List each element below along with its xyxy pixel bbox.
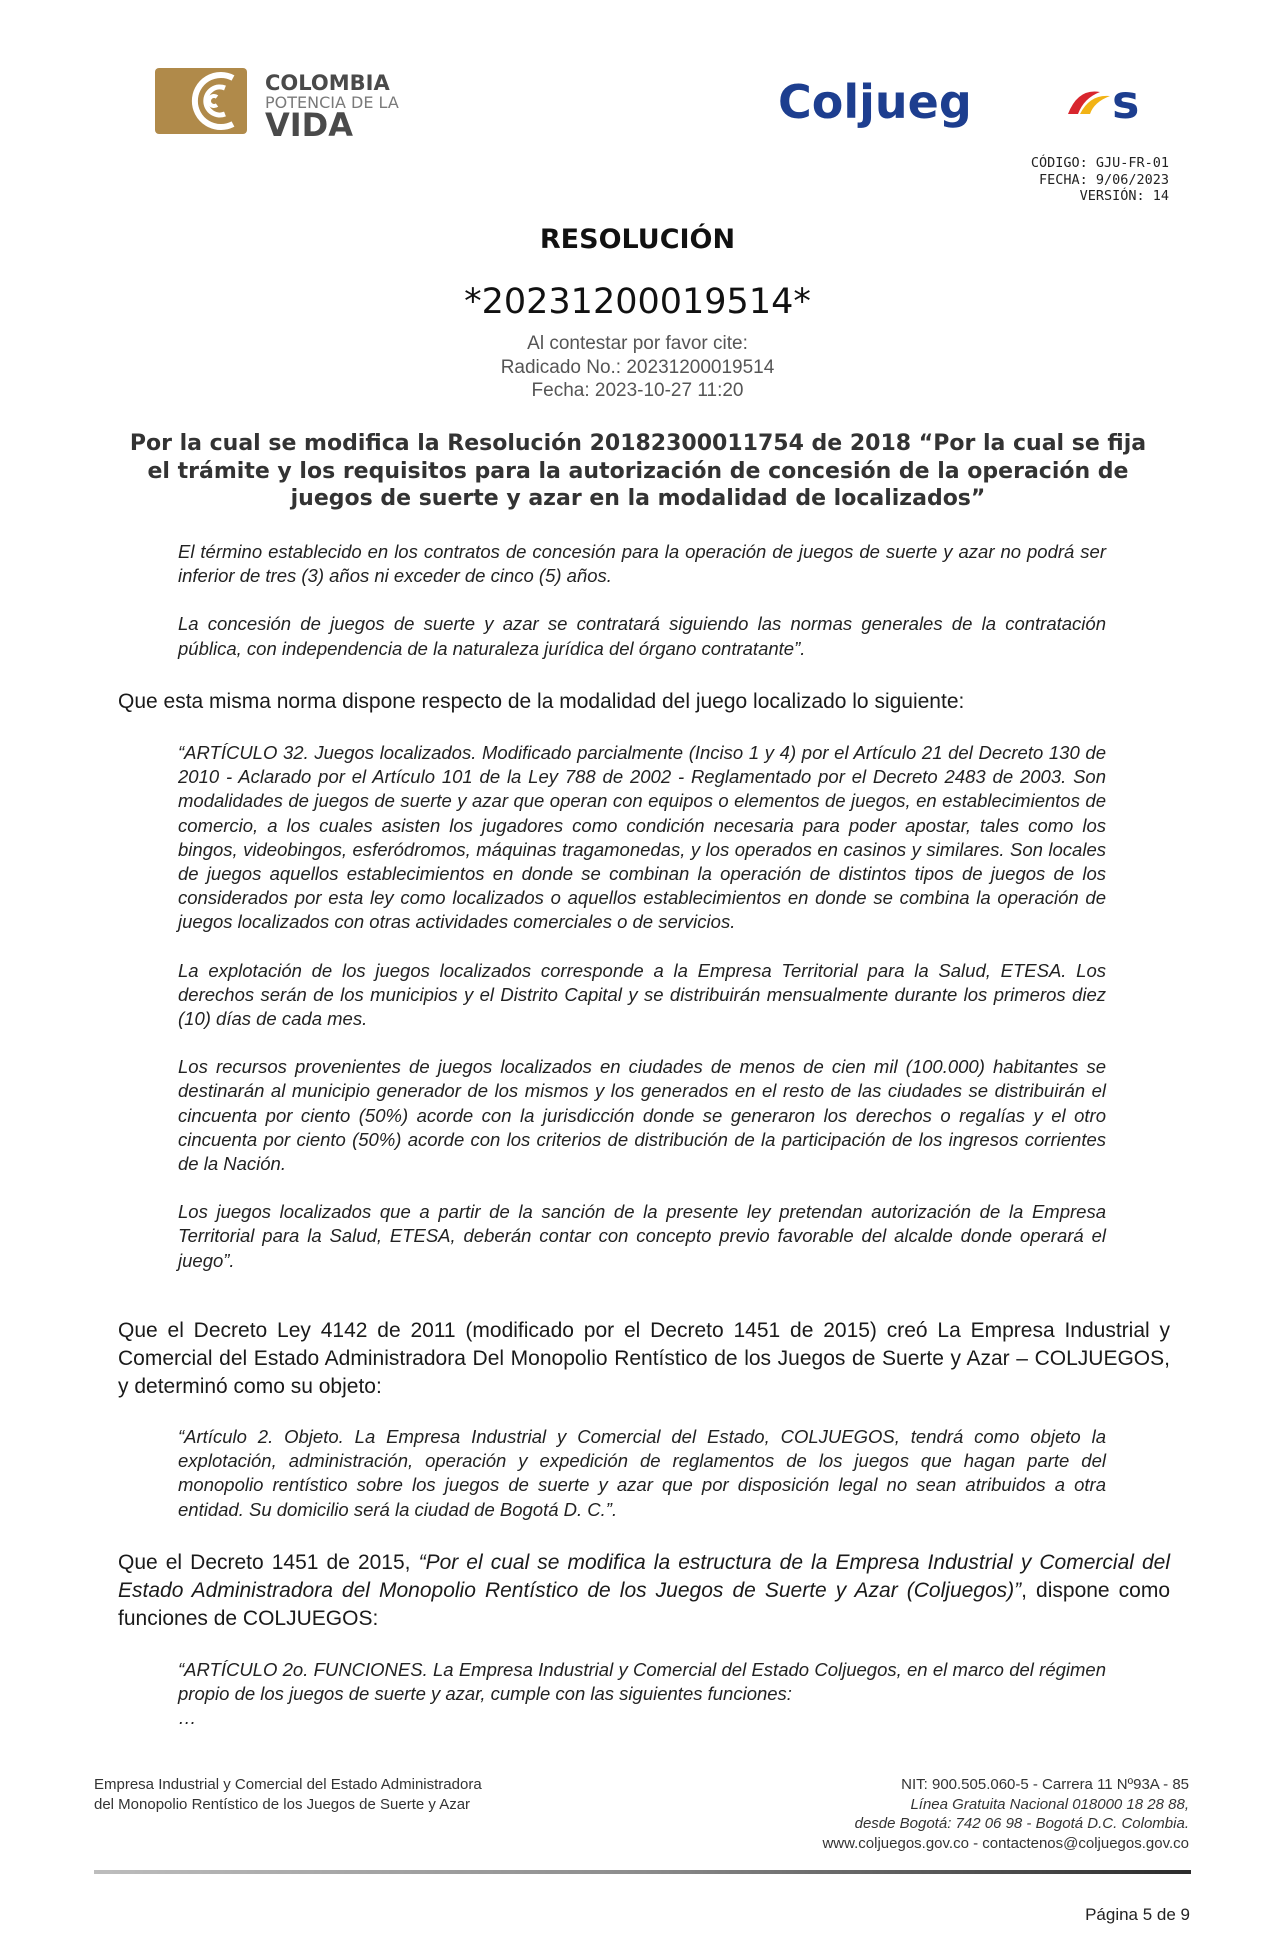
footer-web-email: www.coljuegos.gov.co - contactenos@coljuegos.gov.co [822, 1834, 1189, 1852]
logo-line1: COLOMBIA [265, 71, 390, 95]
version-label: VERSIÓN: 14 [1079, 188, 1169, 204]
codigo-label: CÓDIGO: GJU-FR-01 [1030, 155, 1169, 171]
resolution-subject: Por la cual se modifica la Resolución 20182300011754 de 2018 “Por la cual se fija el trámite y los requisitos para la autorización de concesión de la operación de juegos de suerte y azar en la modalidad de localizados” [129, 431, 1147, 511]
cite-label: Al contestar por favor cite: [527, 333, 748, 354]
quote-paragraph: La explotación de los juegos localizados corresponde a la Empresa Territorial para la Salud, ETESA. Los derechos serán de los municipios y el Distrito Capital y se distribuirán mensualmente durante los primeros diez (10) días de cada mes. [178, 959, 1106, 1030]
colombia-potencia-logo [155, 66, 475, 138]
radicado-date: Fecha: 2023-10-27 11:20 [531, 380, 744, 401]
quote-articulo-2o-funciones [178, 1658, 1106, 1731]
coljuegos-wordmark: Coljueg [778, 75, 972, 129]
footer-phone-line: Línea Gratuita Nacional 018000 18 28 88, [910, 1795, 1189, 1813]
footer-divider [94, 1870, 1191, 1874]
logo-line3: VIDA [265, 106, 353, 138]
radicado-barcode-text: *20231200019514* [464, 282, 811, 322]
coljuegos-logo [778, 74, 1150, 130]
logo-line2: POTENCIA DE LA [265, 93, 399, 112]
page-number: Página 5 de 9 [1085, 1905, 1190, 1924]
body-paragraph: Que esta misma norma dispone respecto de la modalidad del juego localizado lo siguiente: [118, 690, 965, 713]
footer-left-line: del Monopolio Rentístico de los Juegos de Suerte y Azar [94, 1795, 471, 1813]
quote-paragraph: Los juegos localizados que a partir de la sanción de la presente ley pretendan autorización de la Empresa Territorial para la Salud, ETESA, deberán contar con concepto previo favorable del alcalde donde operará el juego”. [178, 1201, 1106, 1271]
quote-paragraph: “ARTÍCULO 2o. FUNCIONES. La Empresa Industrial y Comercial del Estado Coljuegos, en el marco del régimen propio de los juegos de suerte y azar, cumple con las siguientes funciones: [178, 1659, 1106, 1705]
radicado-info [0, 332, 1275, 403]
body-paragraph-decreto-1451 [118, 1549, 1170, 1633]
footer-contact [822, 1775, 1189, 1853]
para-text: Que el Decreto 1451 de 2015, [118, 1551, 419, 1574]
quote-paragraph: Los recursos provenientes de juegos localizados en ciudades de menos de cien mil (100.000) habitantes se destinarán al municipio generador de los mismos y los generados en el resto de las ciudades se distribuirán el cincuenta por ciento (50%) acorde con la jurisdicción donde se generaron los derechos o regalías y el otro cincuenta por ciento (50%) acorde con los criterios de distribución de la participación de los ingresos corrientes de la Nación. [178, 1056, 1106, 1175]
quote-paragraph: “ARTÍCULO 32. Juegos localizados. Modificado parcialmente (Inciso 1 y 4) por el Artículo 21 del Decreto 130 de 2010 - Aclarado por el Artículo 101 de la Ley 788 de 2002 - Reglamentado por el Decreto 2483 de 2003. Son modalidades de juegos de suerte y azar que operan con equipos o elementos de juegos, en establecimientos de comercio, a los cuales asisten los jugadores como condición necesaria para poder apostar, tales como los bingos, videobingos, esferódromos, máquinas tragamonedas, y los operados en casinos y similares. Son locales de juegos aquellos establecimientos en donde se combinan la operación de distintos tipos de juegos de los considerados por esta ley como localizados o aquellos establecimientos en donde se combina la operación de juegos localizados con otras actividades comerciales o de servicios. [178, 742, 1106, 933]
quote-paragraph: El término establecido en los contratos de concesión para la operación de juegos de suerte y azar no podrá ser inferior de tres (3) años ni exceder de cinco (5) años. [178, 541, 1106, 587]
footer-left-line: Empresa Industrial y Comercial del Estado Administradora [94, 1776, 482, 1793]
footer-nit: NIT: 900.505.060-5 - Carrera 11 Nº93A - 85 [901, 1776, 1189, 1793]
quote-articulo-32 [178, 741, 1106, 1273]
fecha-label: FECHA: 9/06/2023 [1038, 171, 1169, 188]
quote-ellipsis: … [178, 1707, 197, 1729]
para-text: , dispone como funciones de COLJUEGOS: [118, 1579, 1171, 1630]
radicado-number: Radicado No.: 20231200019514 [500, 356, 775, 378]
footer-entity [94, 1775, 482, 1814]
body-paragraph: Que el Decreto Ley 4142 de 2011 (modificado por el Decreto 1451 de 2015) creó La Empresa Industrial y Comercial del Estado Administradora Del Monopolio Rentístico de los Juegos de Suerte y Azar – COLJUEGOS, y determinó como su objeto: [118, 1319, 1170, 1398]
quote-paragraph: La concesión de juegos de suerte y azar se contratará siguiendo las normas generales de la contratación pública, con independencia de la naturaleza jurídica del órgano contratante”. [178, 613, 1106, 659]
document-control-block [1031, 155, 1169, 205]
quote-contract-term [178, 540, 1106, 661]
quote-paragraph: “Artículo 2. Objeto. La Empresa Industrial y Comercial del Estado, COLJUEGOS, tendrá como objeto la explotación, administración, operación y expedición de reglamentos de los juegos que hagan parte del monopolio rentístico sobre los juegos de suerte y azar que por disposición legal no sean atribuidos a otra entidad. Su domicilio será la ciudad de Bogotá D. C.”. [178, 1426, 1106, 1520]
coljuegos-swoosh-icon [1068, 91, 1110, 114]
footer-bogota-line: desde Bogotá: 742 06 98 - Bogotá D.C. Colombia. [854, 1815, 1189, 1832]
quote-articulo-2-objeto [178, 1425, 1106, 1522]
resolution-title: RESOLUCIÓN [539, 224, 736, 255]
para-italic-title: “Por el cual se modifica la estructura de la Empresa Industrial y Comercial del Estado Administradora del Monopolio Rentístico de los Juegos de Suerte y Azar (Coljuegos)” [118, 1551, 1170, 1602]
coljuegos-suffix: s [1112, 75, 1140, 129]
